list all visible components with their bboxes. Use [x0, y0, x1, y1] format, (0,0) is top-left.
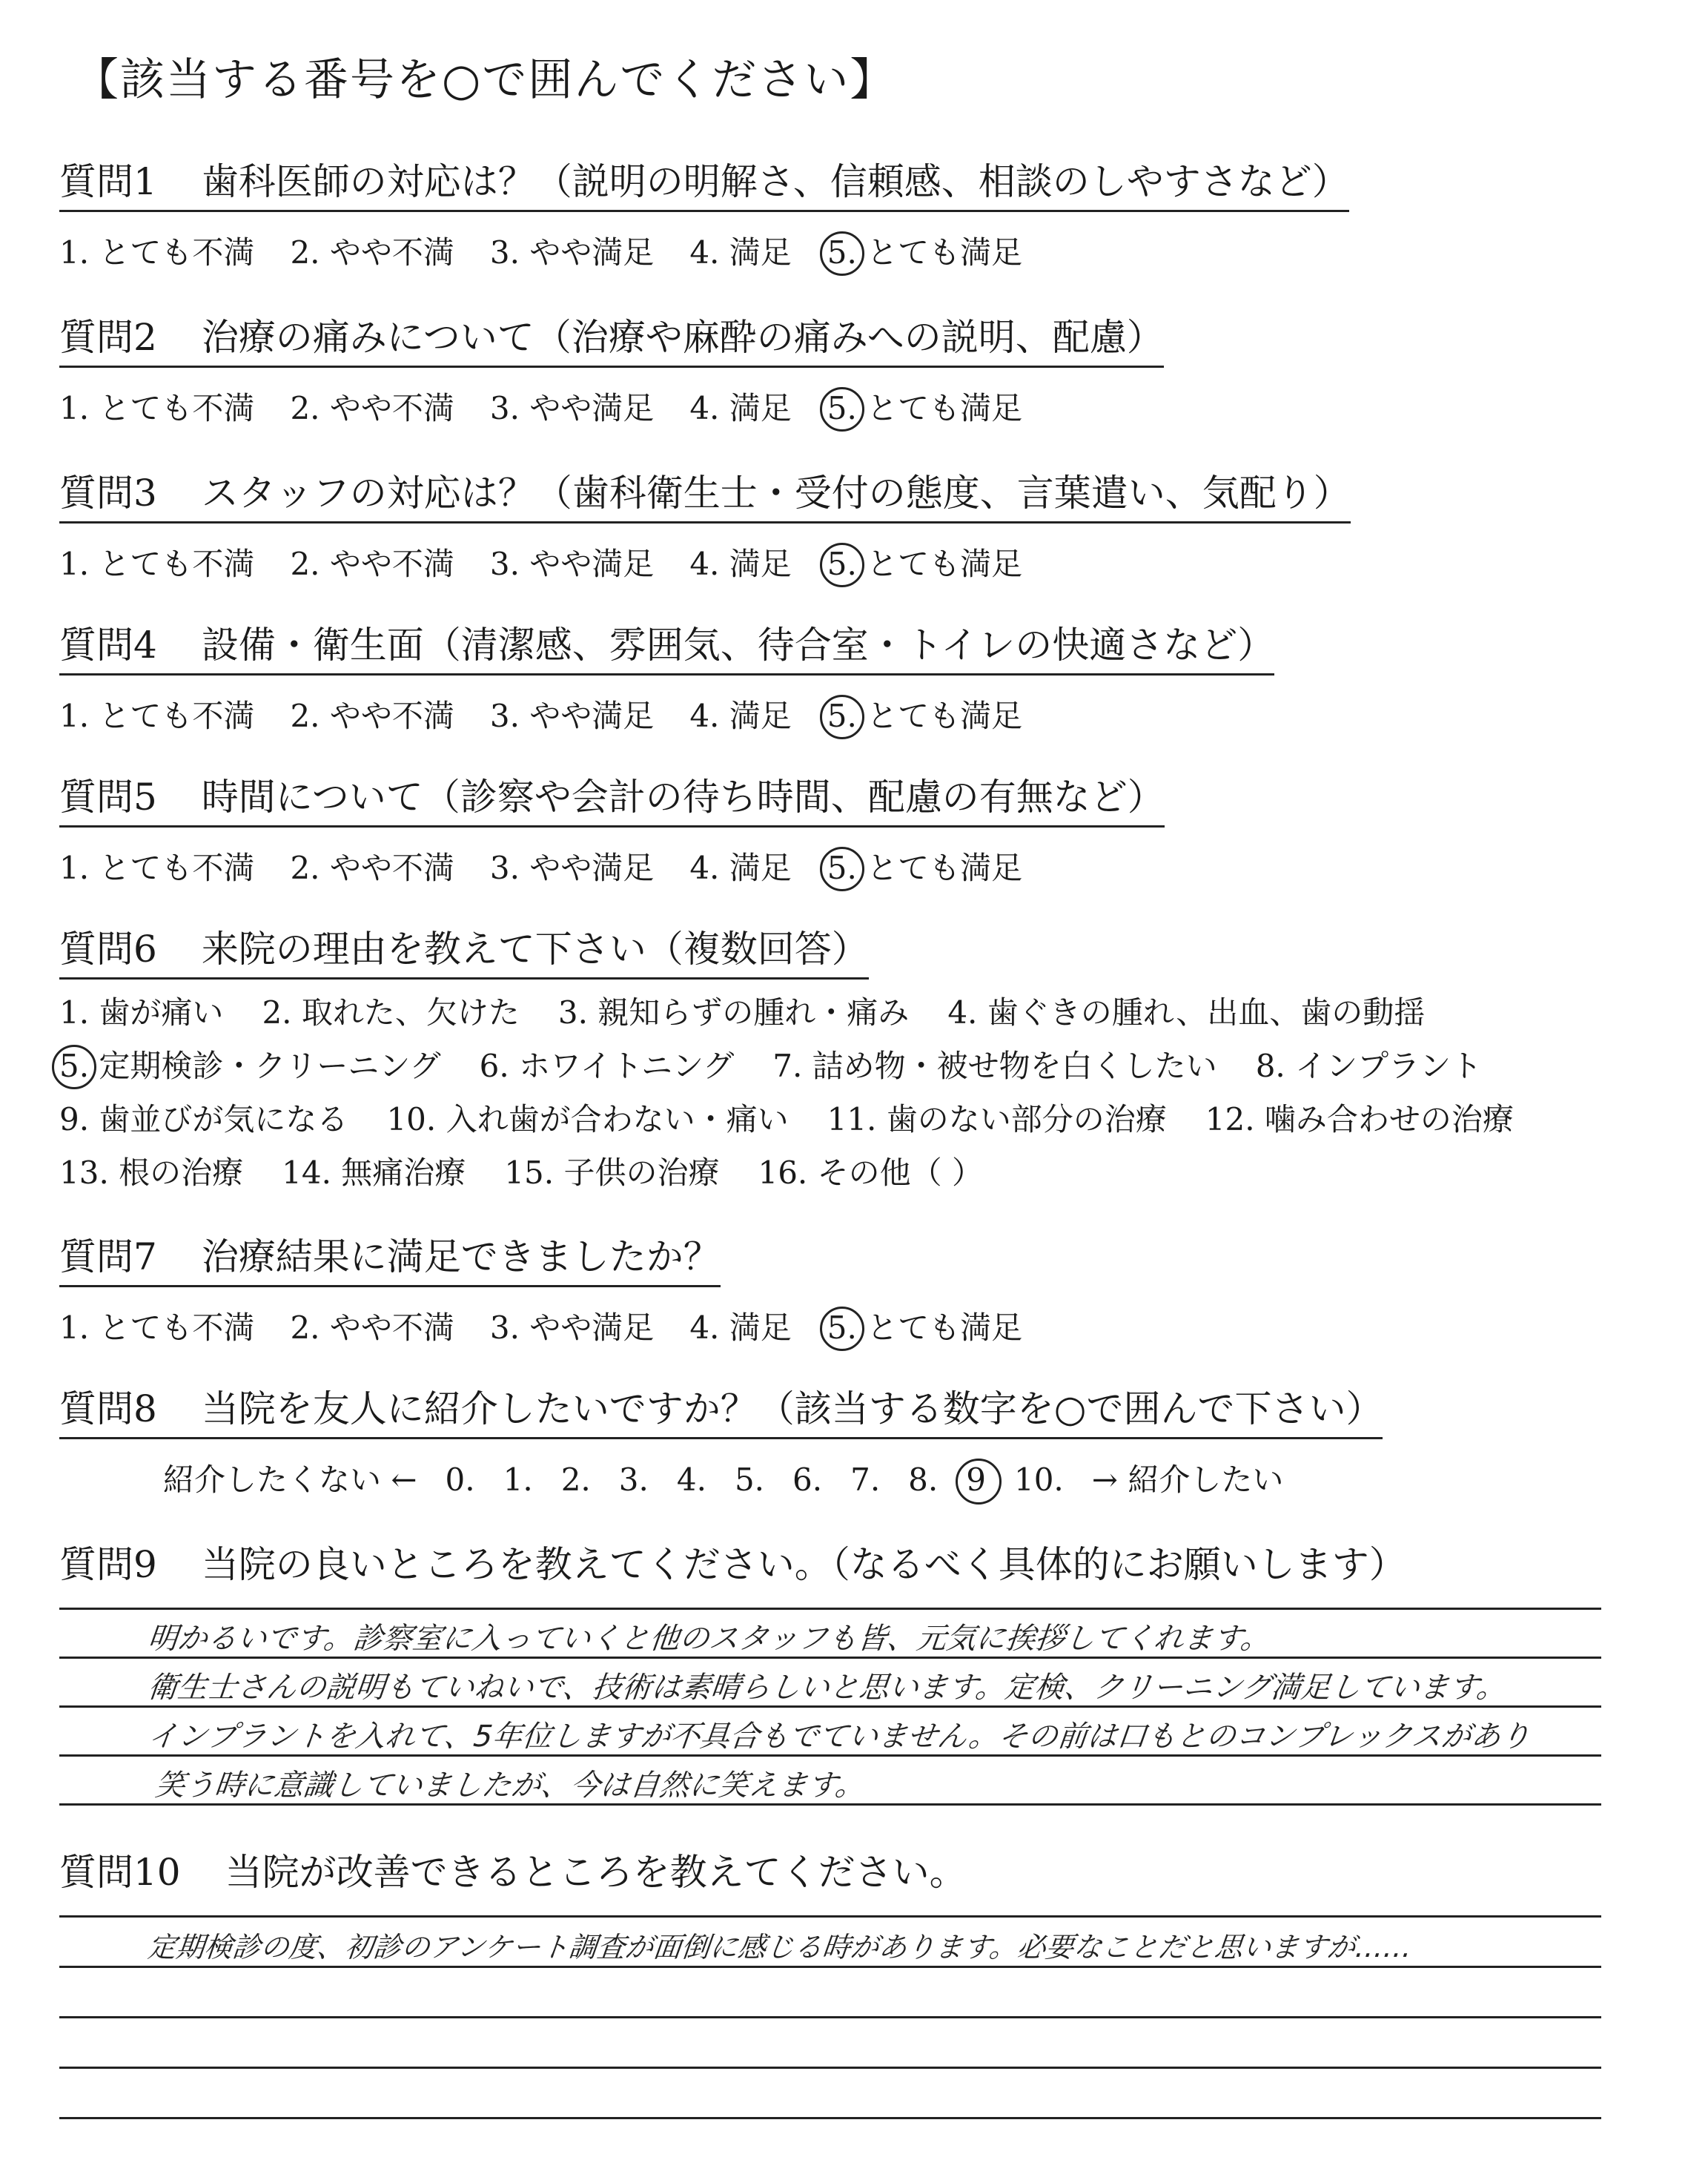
answer-option[interactable] [827, 540, 1022, 584]
option-label: やや満足 [519, 850, 655, 886]
answer-option[interactable] [689, 540, 791, 584]
option-label: 満足 [719, 850, 792, 886]
answer-lines [59, 1608, 1675, 1852]
reason-row [59, 988, 1675, 1033]
option-number: 1. [59, 234, 90, 271]
option-number: 14. [282, 1155, 331, 1191]
option-label: 満足 [719, 1309, 792, 1346]
question-number: 質問3 [59, 472, 157, 515]
handwritten-answer: 定期検診の度、初診のアンケート調査が面倒に感じる時があります。必要なことだと思いますが…… [146, 1931, 1414, 1964]
option-number: 4. [947, 994, 978, 1031]
option-number: 2. [290, 698, 320, 734]
option-number: 11. [827, 1101, 877, 1137]
scale-value[interactable]: 8. [908, 1462, 939, 1498]
ruled-line [59, 2067, 1601, 2069]
scale-value[interactable]: 0. [445, 1462, 475, 1498]
option-label: 定期検診・クリーニング [89, 1048, 441, 1084]
reason-option[interactable] [262, 988, 519, 1033]
question-block [59, 1843, 1675, 2160]
question-heading [59, 615, 1274, 676]
option-number: 1. [59, 698, 90, 734]
scale-value[interactable]: 10. [1013, 1462, 1064, 1498]
ruled-line [59, 2016, 1601, 2018]
reason-option[interactable] [947, 988, 1425, 1033]
handwritten-answer: 明かるいです。診察室に入っていくと他のスタッフも皆、元気に挨拶してくれます。 [146, 1622, 1272, 1656]
answer-option[interactable] [290, 692, 454, 736]
answer-option[interactable] [59, 228, 254, 273]
option-number: 4. [689, 546, 720, 582]
reason-option[interactable] [504, 1149, 719, 1193]
answer-option[interactable] [290, 540, 454, 584]
question-heading [59, 1227, 721, 1287]
reason-option[interactable] [59, 1149, 243, 1193]
option-number: 3. [489, 234, 520, 271]
option-label: やや満足 [519, 234, 655, 271]
answer-option[interactable] [490, 844, 654, 888]
reason-option[interactable] [386, 1095, 788, 1140]
option-label: 無痛治療 [331, 1155, 466, 1191]
question-block [59, 1227, 1675, 1348]
option-label: とても満足 [856, 698, 1023, 734]
answer-options [59, 1304, 1675, 1348]
option-number: 5. [827, 850, 857, 886]
question-text: スタッフの対応は？（歯科衛生士・受付の態度、言葉遣い、気配り） [201, 472, 1351, 515]
option-number: 3. [557, 994, 588, 1031]
option-label: 親知らずの腫れ・痛み [587, 994, 910, 1031]
option-number: 5. [827, 1309, 857, 1346]
question-heading [59, 152, 1349, 212]
option-label: 歯ぐきの腫れ、出血、歯の動揺 [977, 994, 1426, 1031]
option-label: とても満足 [856, 390, 1023, 426]
reason-option[interactable] [758, 1149, 983, 1193]
question-block [59, 1379, 1675, 1500]
question-block [59, 767, 1675, 888]
option-label: とても不満 [89, 390, 255, 426]
option-number: 15. [504, 1155, 555, 1191]
option-number: 2. [290, 1309, 320, 1346]
scale-value[interactable]: 1. [503, 1462, 533, 1498]
reason-row [59, 1149, 1675, 1193]
answer-option[interactable] [59, 844, 254, 888]
ruled-line [59, 1608, 1601, 1610]
option-number: 2. [290, 546, 320, 582]
option-number: 3. [489, 850, 520, 886]
reason-option[interactable] [1256, 1042, 1482, 1086]
option-number: 3. [489, 1309, 520, 1346]
answer-option[interactable] [290, 384, 454, 429]
option-label: とても不満 [89, 546, 255, 582]
question-number: 質問2 [59, 316, 157, 359]
option-label: とても不満 [89, 234, 255, 271]
option-number: 9. [59, 1101, 90, 1137]
option-number: 3. [489, 698, 520, 734]
option-number: 2. [262, 994, 292, 1031]
handwritten-answer: 衛生士さんの説明もていねいで、技術は素晴らしいと思います。定検、クリーニング満足しています。 [146, 1671, 1509, 1705]
answer-option[interactable] [290, 1304, 454, 1348]
question-number: 質問6 [59, 928, 157, 971]
answer-option[interactable] [490, 384, 654, 429]
answer-option[interactable] [689, 1304, 791, 1348]
answer-option[interactable] [827, 692, 1022, 736]
option-number: 12. [1205, 1101, 1255, 1137]
question-heading [59, 1379, 1383, 1439]
option-label: やや満足 [519, 1309, 655, 1346]
answer-option[interactable] [827, 844, 1022, 888]
option-number: 5. [59, 1048, 90, 1084]
answer-option[interactable] [827, 384, 1022, 429]
question-block [59, 919, 1675, 1193]
answer-option[interactable] [59, 1304, 254, 1348]
option-number: 4. [689, 234, 720, 271]
ruled-line [59, 1915, 1601, 1918]
option-label: やや満足 [519, 546, 655, 582]
answer-options [59, 540, 1675, 584]
question-block [59, 152, 1675, 273]
option-number: 7. [772, 1048, 803, 1084]
handwritten-answer: インプラントを入れて、5年位しますが不具合もでていません。その前は口もとのコンプレックスがあり [146, 1720, 1532, 1754]
option-label: やや不満 [320, 850, 454, 886]
answer-options [59, 844, 1675, 888]
question-heading [59, 463, 1351, 524]
answer-option[interactable] [689, 844, 791, 888]
answer-option[interactable] [59, 540, 254, 584]
ruled-line [59, 2117, 1601, 2119]
scale-right-label: → 紹介したい [1091, 1462, 1284, 1498]
answer-option[interactable] [689, 692, 791, 736]
answer-option[interactable] [827, 1304, 1022, 1348]
answer-option[interactable] [490, 540, 654, 584]
option-number: 3. [489, 546, 520, 582]
reason-option[interactable] [480, 1042, 735, 1086]
question-heading [59, 1843, 967, 1900]
question-text: 時間について（診察や会計の待ち時間、配慮の有無など） [201, 776, 1165, 819]
option-label: 詰め物・被せ物を白くしたい [802, 1048, 1217, 1084]
option-label: やや不満 [320, 390, 454, 426]
option-number: 1. [59, 390, 90, 426]
option-number: 13. [59, 1155, 109, 1191]
reason-option[interactable] [282, 1149, 466, 1193]
answer-options [59, 228, 1675, 273]
answer-option[interactable] [59, 384, 254, 429]
question-text: 設備・衛生面（清潔感、雰囲気、待合室・トイレの快適さなど） [201, 624, 1275, 667]
reason-option[interactable] [827, 1095, 1167, 1140]
option-label: やや不満 [320, 234, 454, 271]
question-number: 質問10 [59, 1851, 181, 1894]
option-label: とても満足 [856, 546, 1023, 582]
answer-lines [59, 1915, 1675, 2160]
reason-option[interactable] [772, 1042, 1217, 1086]
option-number: 1. [59, 994, 90, 1031]
option-label: 満足 [719, 390, 792, 426]
question-text: 来院の理由を教えて下さい（複数回答） [201, 928, 869, 971]
option-number: 3. [489, 390, 520, 426]
scale-value[interactable]: 5. [734, 1462, 765, 1498]
question-block [59, 308, 1675, 429]
option-number: 5. [827, 546, 857, 582]
option-number: 5. [827, 698, 857, 734]
option-number: 4. [689, 698, 720, 734]
question-block [59, 615, 1675, 736]
option-number: 2. [290, 234, 320, 271]
reason-row [59, 1095, 1675, 1140]
answer-option[interactable] [689, 228, 791, 273]
answer-option[interactable] [689, 384, 791, 429]
question-text: 歯科医師の対応は？（説明の明解さ、信頼感、相談のしやすさなど） [201, 160, 1349, 203]
scale-value[interactable]: 7. [850, 1462, 881, 1498]
option-label: 歯が痛い [89, 994, 224, 1031]
option-label: とても不満 [89, 698, 255, 734]
option-label: 噛み合わせの治療 [1254, 1101, 1514, 1137]
option-number: 4. [689, 1309, 720, 1346]
option-number: 5. [827, 390, 857, 426]
scale-value[interactable]: 9 [966, 1462, 986, 1498]
reason-option[interactable] [59, 988, 223, 1033]
option-number: 1. [59, 546, 90, 582]
reason-option[interactable] [558, 988, 909, 1033]
scale-left-label: 紹介したくない ← [163, 1462, 417, 1498]
question-heading [59, 919, 869, 980]
option-number: 8. [1255, 1048, 1285, 1084]
reason-option[interactable] [1205, 1095, 1514, 1140]
option-label: やや満足 [519, 390, 655, 426]
question-number: 質問1 [59, 160, 157, 203]
option-label: やや満足 [519, 698, 655, 734]
option-number: 1. [59, 850, 90, 886]
reason-row [59, 1042, 1675, 1086]
option-number: 6. [479, 1048, 509, 1084]
scale-value[interactable]: 6. [792, 1462, 823, 1498]
option-number: 2. [290, 390, 320, 426]
option-label: 子供の治療 [554, 1155, 720, 1191]
option-label: 満足 [719, 698, 792, 734]
option-label: やや不満 [320, 698, 454, 734]
handwritten-answer: 笑う時に意識していましたが、今は自然に笑えます。 [153, 1768, 867, 1803]
option-number: 10. [386, 1101, 437, 1137]
option-label: 取れた、欠けた [291, 994, 520, 1031]
reason-options [59, 988, 1675, 1193]
option-label: とても不満 [89, 1309, 255, 1346]
scale-value[interactable]: 3. [618, 1462, 649, 1498]
question-number: 質問5 [59, 776, 157, 819]
option-label: とても満足 [856, 234, 1023, 271]
option-label: とても不満 [89, 850, 255, 886]
question-text: 治療の痛みについて（治療や麻酔の痛みへの説明、配慮） [201, 316, 1164, 359]
question-block [59, 463, 1675, 584]
option-number: 1. [59, 1309, 90, 1346]
option-label: やや不満 [320, 1309, 454, 1346]
option-label: ホワイトニング [509, 1048, 735, 1084]
option-label: とても満足 [856, 1309, 1023, 1346]
answer-options [59, 692, 1675, 736]
scale-value[interactable]: 2. [560, 1462, 591, 1498]
answer-options [59, 384, 1675, 429]
question-text: 治療結果に満足できましたか？ [201, 1235, 721, 1278]
reason-option[interactable] [59, 1095, 348, 1140]
option-number: 2. [290, 850, 320, 886]
question-text: 当院の良いところを教えてください。（なるべく具体的にお願いします） [201, 1543, 1406, 1586]
scale-value[interactable]: 4. [676, 1462, 706, 1498]
answer-option[interactable] [827, 228, 1022, 273]
option-label: その他（ ） [807, 1155, 983, 1191]
option-label: とても満足 [856, 850, 1023, 886]
question-number: 質問4 [59, 624, 157, 667]
question-text: 当院を友人に紹介したいですか？（該当する数字を○で囲んで下さい） [201, 1387, 1383, 1430]
option-number: 5. [827, 234, 857, 271]
answer-option[interactable] [59, 692, 254, 736]
answer-option[interactable] [290, 844, 454, 888]
recommend-scale [59, 1456, 1675, 1500]
answer-option[interactable] [290, 228, 454, 273]
question-block [59, 1535, 1675, 1852]
question-number: 質問7 [59, 1235, 157, 1278]
option-number: 4. [689, 390, 720, 426]
question-heading [59, 308, 1164, 368]
option-label: インプラント [1285, 1048, 1483, 1084]
option-number: 4. [689, 850, 720, 886]
ruled-line [59, 1966, 1601, 1968]
question-number: 質問9 [59, 1543, 157, 1586]
option-label: 根の治療 [108, 1155, 244, 1191]
page-title: 【該当する番号を○で囲んでください】 [74, 54, 896, 106]
question-heading [59, 767, 1165, 828]
option-label: やや不満 [320, 546, 454, 582]
option-number: 16. [758, 1155, 808, 1191]
answer-option[interactable] [490, 228, 654, 273]
answer-option[interactable] [490, 692, 654, 736]
question-number: 質問8 [59, 1387, 157, 1430]
option-label: 入れ歯が合わない・痛い [436, 1101, 789, 1137]
option-label: 歯のない部分の治療 [876, 1101, 1167, 1137]
question-heading [59, 1535, 1406, 1593]
option-label: 満足 [719, 234, 792, 271]
reason-option[interactable] [59, 1042, 441, 1086]
answer-option[interactable] [490, 1304, 654, 1348]
question-text: 当院が改善できるところを教えてください。 [225, 1851, 967, 1894]
option-label: 満足 [719, 546, 792, 582]
option-label: 歯並びが気になる [89, 1101, 348, 1137]
